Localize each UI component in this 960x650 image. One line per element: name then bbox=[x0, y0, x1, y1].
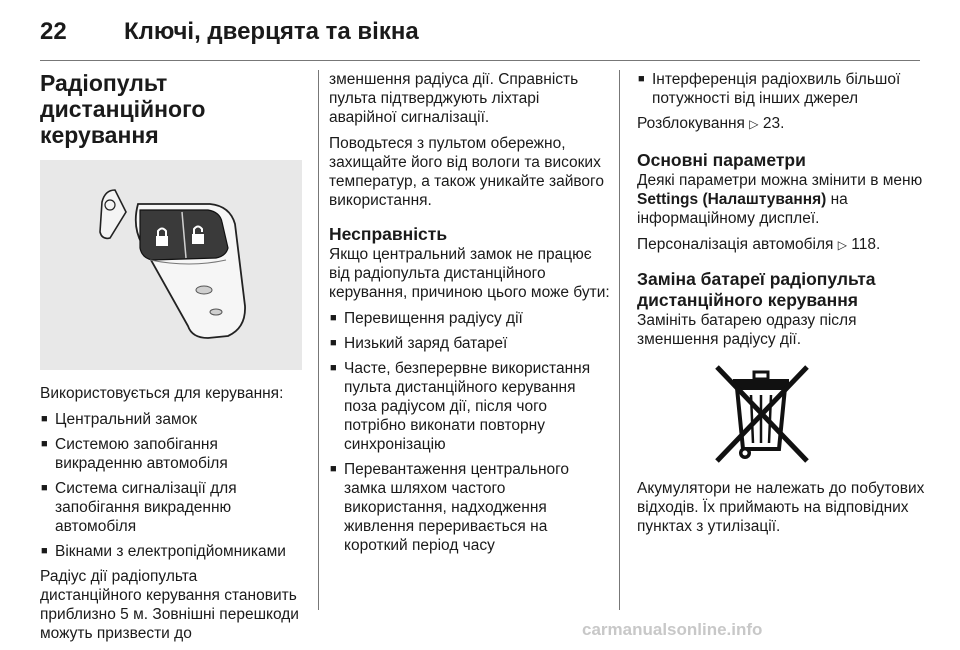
usage-intro: Використовується для керування: bbox=[40, 385, 284, 402]
column-2 bbox=[329, 70, 611, 561]
remote-key-illustration bbox=[40, 160, 302, 370]
section-title-line-1: Радіопульт bbox=[40, 70, 168, 96]
fault-intro: Якщо центральний замок не працює від радіопульта дистанційного керування, причиною цього може бути: bbox=[329, 246, 610, 301]
page-header bbox=[40, 18, 920, 58]
personalization-reference bbox=[637, 235, 927, 255]
personalization-reference-page[interactable]: 118. bbox=[851, 236, 881, 253]
basic-settings-heading: Основні параметри bbox=[637, 150, 806, 170]
unlock-reference-text: Розблокування bbox=[637, 115, 745, 132]
fault-item: ■ Інтерференція радіохвиль більшої потужності від інших джерел bbox=[637, 70, 927, 108]
battery-heading: Заміна батареї радіопульта дистанційного керування bbox=[637, 269, 876, 310]
section-title-line-2: дистанційного керування bbox=[40, 96, 206, 148]
fault-item: ■ Низький заряд батареї bbox=[329, 334, 611, 353]
fault-item: ■ Часте, безперервне використання пульта дистанційного керування поза радіусом дії, після чого потрібно виконати повторну синхронізацію bbox=[329, 359, 611, 454]
basic-settings-text-end: на інформаційному дисплеї. bbox=[637, 191, 848, 227]
fault-heading: Несправність bbox=[329, 224, 448, 244]
range-paragraph: Радіус дії радіопульта дистанційного керування становить приблизно 5 м. Зовнішні перешкоди можуть призвести до bbox=[40, 568, 299, 642]
unlock-reference bbox=[637, 114, 927, 134]
personalization-reference-text: Персоналізація автомобіля bbox=[637, 236, 834, 253]
usage-item: ■ Центральний замок bbox=[40, 410, 302, 429]
fault-list-continued bbox=[637, 70, 927, 108]
header-divider bbox=[40, 60, 920, 61]
column-divider bbox=[318, 70, 319, 610]
care-paragraph: Поводьтеся з пультом обережно, захищайте його від вологи та високих температур, а також уникайте зайвого використання. bbox=[329, 135, 604, 209]
fault-item: ■ Перевищення радіусу дії bbox=[329, 309, 611, 328]
chapter-title: Ключі, дверцята та вікна bbox=[124, 18, 419, 45]
crossed-out-bin-icon bbox=[707, 361, 819, 465]
usage-item: ■ Система сигналізації для запобігання викраденню автомобіля bbox=[40, 479, 302, 536]
unlock-reference-page[interactable]: 23. bbox=[762, 115, 785, 132]
disposal-paragraph: Акумулятори не належать до побутових відходів. Їх приймають на відповідних пунктах з утилізації. bbox=[637, 480, 925, 535]
fault-list bbox=[329, 309, 611, 555]
fault-item: ■ Перевантаження центрального замка шляхом частого використання, надходження живлення переривається на короткий період часу bbox=[329, 460, 611, 555]
basic-settings-paragraph bbox=[637, 171, 927, 228]
usage-item: ■ Вікнами з електропідйомниками bbox=[40, 542, 302, 561]
page-reference-arrow-icon: ▷ bbox=[837, 238, 847, 252]
usage-list bbox=[40, 410, 302, 561]
usage-item: ■ Системою запобігання викраденню автомобіля bbox=[40, 435, 302, 473]
section-title bbox=[40, 70, 302, 148]
column-3 bbox=[637, 70, 927, 543]
settings-menu-name: Settings (Налаштування) bbox=[637, 191, 827, 208]
column-1 bbox=[40, 70, 302, 650]
page-number: 22 bbox=[40, 18, 67, 45]
watermark: carmanualsonline.info bbox=[582, 620, 763, 639]
battery-paragraph: Замініть батарею одразу після зменшення радіусу дії. bbox=[637, 312, 857, 348]
page-reference-arrow-icon: ▷ bbox=[749, 117, 759, 131]
range-continued-paragraph: зменшення радіуса дії. Справність пульта підтверджують ліхтарі аварійної сигналізації. bbox=[329, 71, 579, 126]
column-divider bbox=[619, 70, 620, 610]
basic-settings-text: Деякі параметри можна змінити в меню bbox=[637, 172, 923, 189]
